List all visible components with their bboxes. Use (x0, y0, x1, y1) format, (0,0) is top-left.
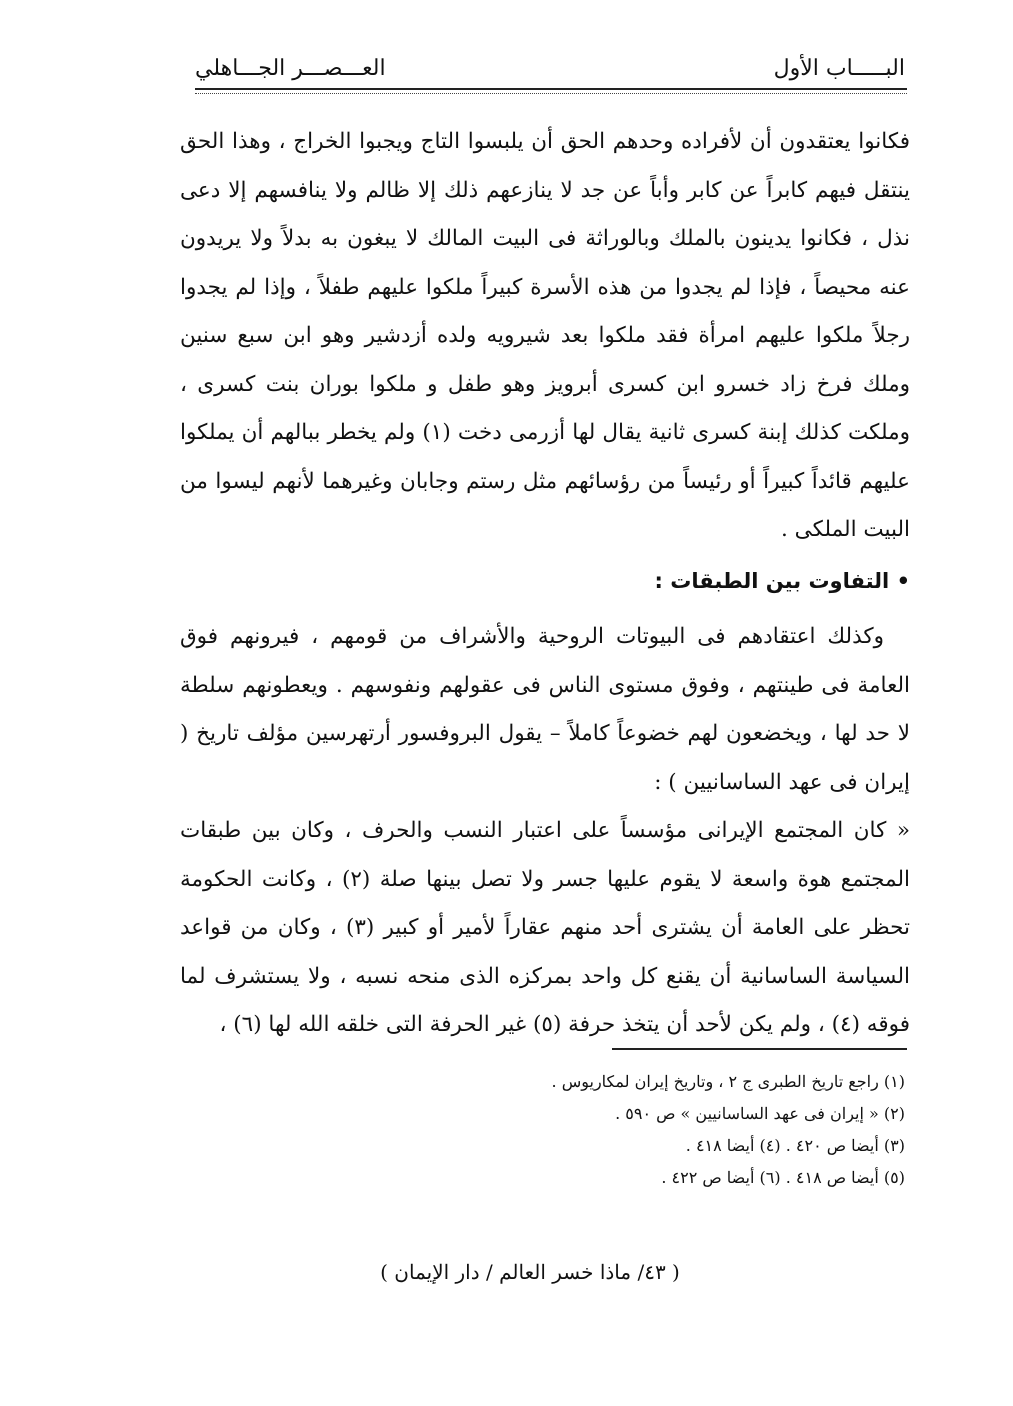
footnote-line: (١) راجع تاريخ الطبرى ج ٢ ، وتاريخ إيران لمكاريوس . (551, 1072, 905, 1091)
footnote-line: (٥) أيضا ص ٤١٨ . (٦) أيضا ص ٤٢٢ . (661, 1168, 905, 1187)
header-divider-dotted (195, 93, 907, 94)
section-heading: • التفاوت بين الطبقات : (654, 568, 910, 593)
header-divider (195, 88, 907, 90)
footnotes (400, 1066, 905, 1194)
footnote-divider (612, 1048, 907, 1050)
quote-paragraph: « كان المجتمع الإيرانى مؤسساً على اعتبار النسب والحرف ، وكان بين طبقات المجتمع هوة واسعة لا يقوم عليها جسر ولا تصل بينها صلة (٢) ، وكانت الحكومة تحظر على العامة أن يشترى أحد منهم عقاراً لأمير أو كبير (٣) ، وكان من قواعد السياسة الساسانية أن يقنع كل واحد بمركزه الذى منحه نسبه ، ولا يستشرف لما فوقه (٤) ، ولم يكن لأحد أن يتخذ حرفة (٥) غير الحرفة التى خلقه الله لها (٦) ، (180, 818, 910, 1037)
body-text (180, 118, 910, 1050)
paragraph-2: وكذلك اعتقادهم فى البيوتات الروحية والأشراف من قومهم ، فيرونهم فوق العامة فى طينتهم ، وفوق مستوى الناس فى عقولهم ونفوسهم . ويعطونهم سلطة لا حد لها ، ويخضعون لهم خضوعاً كاملاً – يقول البروفسور أرتهرسين مؤلف تاريخ ( إيران فى عهد الساسانيين ) : (180, 624, 910, 795)
footnote-line: (٣) أيضا ص ٤٢٠ . (٤) أيضا ٤١٨ . (685, 1136, 905, 1155)
running-header (195, 52, 905, 88)
paragraph-1: فكانوا يعتقدون أن لأفراده وحدهم الحق أن يلبسوا التاج ويجبوا الخراج ، وهذا الحق ينتقل فيهم كابراً عن كابر وأباً عن جد لا ينازعهم ذلك إلا ظالم ولا ينافسهم إلا دعى نذل ، فكانوا يدينون بالملك وبالوراثة فى البيت المالك لا يبغون به بدلاً ولا يريدون عنه محيصاً ، فإذا لم يجدوا من هذه الأسرة كبيراً ملكوا عليهم طفلاً ، وإذا لم يجدوا رجلاً ملكوا عليهم امرأة فقد ملكوا بعد شيرويه ولده أزدشير وهو ابن سبع سنين وملك فرخ زاد خسرو ابن كسرى أبرويز وهو طفل و ملكوا بوران بنت كسرى ، وملكت كذلك إبنة كسرى ثانية يقال لها أزرمى دخت (١) ولم يخطر ببالهم أن يملكوا عليهم قائداً كبيراً أو رئيساً من رؤسائهم مثل رستم وجابان وغيرهما لأنهم ليسوا من البيت الملكى . (180, 129, 910, 542)
section-title: العـــصـــر الجـــاهلي (195, 56, 386, 81)
chapter-label: البـــــاب الأول (773, 56, 905, 81)
page-footer: ( ٤٣/ ماذا خسر العالم / دار الإيمان ) (380, 1260, 680, 1284)
footnote-line: (٢) « إيران فى عهد الساسانيين » ص ٥٩٠ . (615, 1104, 905, 1123)
